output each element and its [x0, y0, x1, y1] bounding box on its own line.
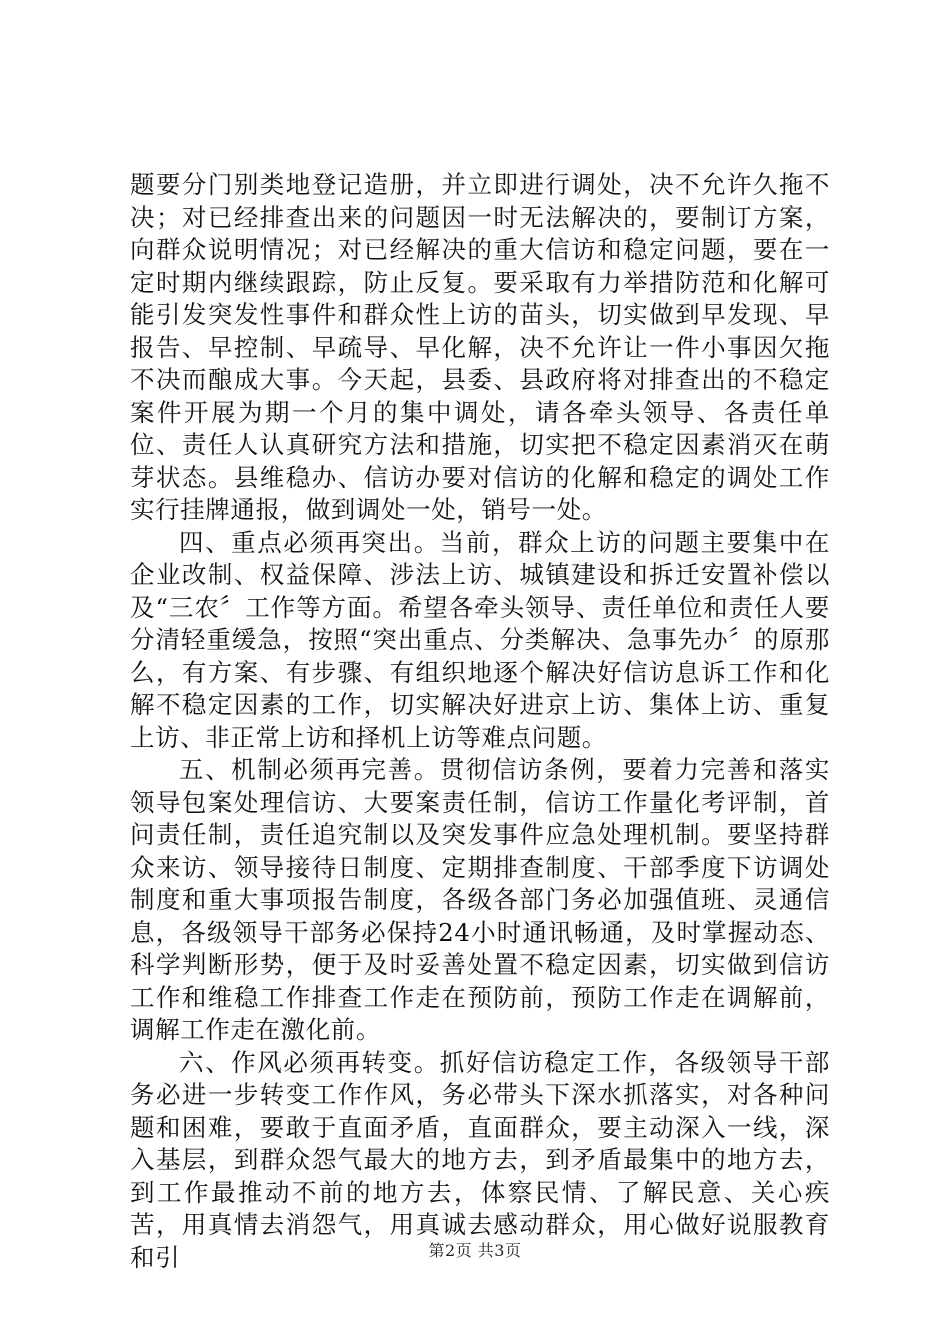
page-footer: 第2页 共3页	[428, 1241, 522, 1260]
paragraph-section-five: 五、机制必须再完善。贯彻信访条例，要着力完善和落实领导包案处理信访、大要案责任制，信访工作量化考评制，首问责任制，责任追究制以及突发事件应急处理机制。要坚持群众来访、领导接待日制度、定期排查制度、干部季度下访调处制度和重大事项报告制度，各级各部门务必加强值班、灵通信息，各级领导干部务必保持24小时通讯畅通，及时掌握动态、科学判断形势，便于及时妥善处置不稳定因素，切实做到信访工作和维稳工作排查工作走在预防前，预防工作走在调解前，调解工作走在激化前。	[130, 755, 830, 1044]
paragraph-section-four: 四、重点必须再突出。当前，群众上访的问题主要集中在企业改制、权益保障、涉法上访、城镇建设和拆迁安置补偿以及“三农〞工作等方面。希望各牵头领导、责任单位和责任人要分清轻重缓急，按照“突出重点、分类解决、急事先办〞的原那么，有方案、有步骤、有组织地逐个解决好信访息诉工作和化解不稳定因素的工作，切实解决好进京上访、集体上访、重复上访、非正常上访和择机上访等难点问题。	[130, 527, 830, 752]
paragraph-continuation: 题要分门别类地登记造册，并立即进行调处，决不允许久拖不决；对已经排查出来的问题因一时无法解决的，要制订方案，向群众说明情况；对已经解决的重大信访和稳定问题，要在一定时期内继续跟踪，防止反复。要采取有力举措防范和化解可能引发突发性事件和群众性上访的苗头，切实做到早发现、早报告、早控制、早疏导、早化解，决不允许让一件小事因欠拖不决而酿成大事。今天起，县委、县政府将对排查出的不稳定案件开展为期一个月的集中调处，请各牵头领导、各责任单位、责任人认真研究方法和措施，切实把不稳定因素消灭在萌芽状态。县维稳办、信访办要对信访的化解和稳定的调处工作实行挂牌通报，做到调处一处，销号一处。	[130, 170, 830, 524]
document-body	[130, 169, 830, 1274]
paragraph-section-six: 六、作风必须再转变。抓好信访稳定工作，各级领导干部务必进一步转变工作作风，务必带头下深水抓落实，对各种问题和困难，要敢于直面矛盾，直面群众，要主动深入一线，深入基层，到群众怨气最大的地方去，到矛盾最集中的地方去，到工作最推动不前的地方去，体察民情、了解民意、关心疾苦，用真情去消怨气，用真诚去感动群众，用心做好说服教育和引	[130, 1047, 830, 1272]
